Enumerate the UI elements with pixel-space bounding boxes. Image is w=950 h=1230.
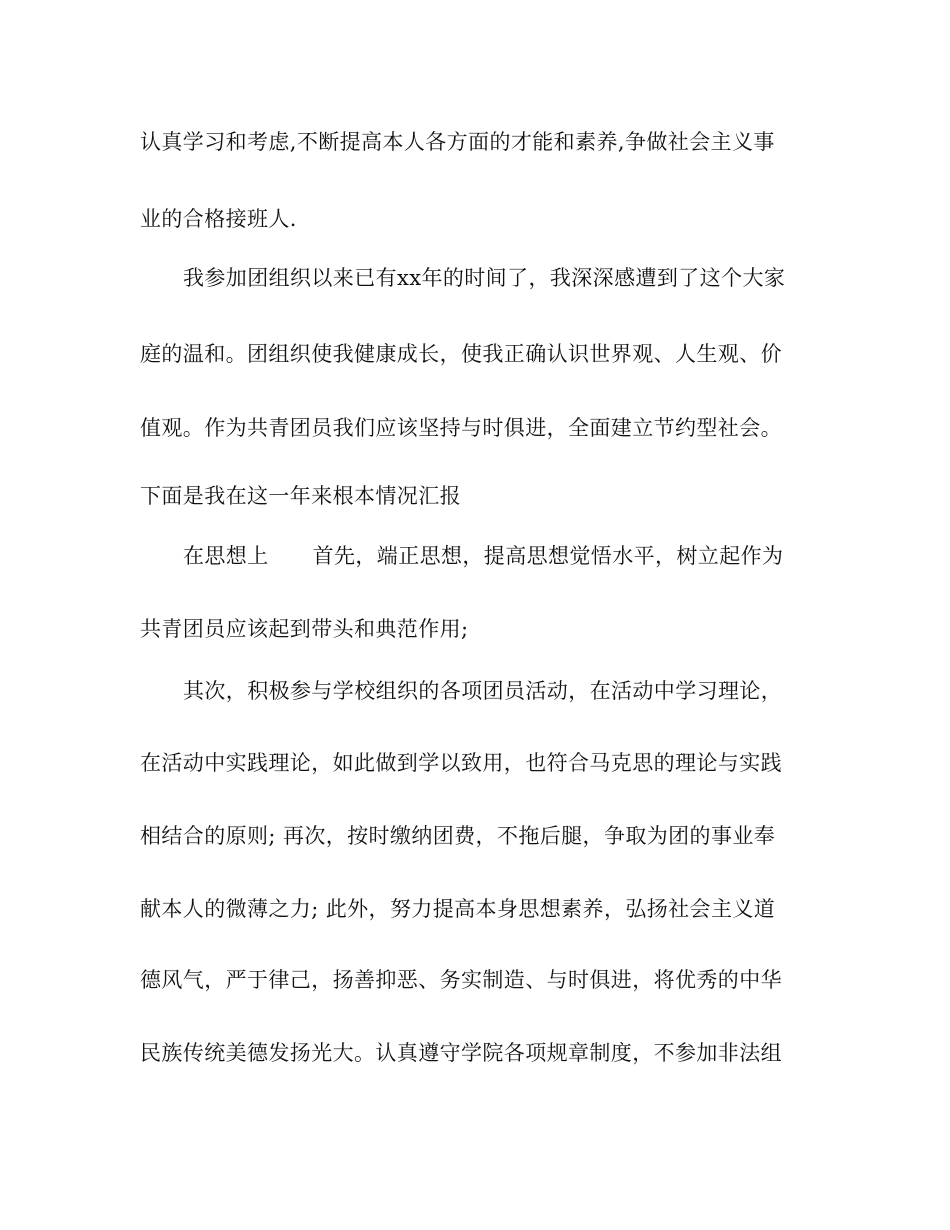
text-line: 其次，积极参与学校组织的各项团员活动，在活动中学习理论，	[183, 679, 783, 703]
text-line: 民族传统美德发扬光大。认真遵守学院各项规章制度，不参加非法组	[140, 1041, 782, 1065]
text-line: 在活动中实践理论，如此做到学以致用，也符合马克思的理论与实践	[140, 751, 782, 775]
text-line: 德风气，严于律己，扬善抑恶、务实制造、与时俱进，将优秀的中华	[140, 968, 782, 992]
text-line: 值观。作为共青团员我们应该坚持与时俱进，全面建立节约型社会。	[140, 416, 782, 440]
text-line: 庭的温和。团组织使我健康成长，使我正确认识世界观、人生观、价	[140, 342, 782, 366]
text-line: 认真学习和考虑,不断提高本人各方面的才能和素养,争做社会主义事	[140, 130, 775, 154]
text-line: 献本人的微薄之力; 此外，努力提高本身思想素养，弘扬社会主义道	[140, 897, 776, 921]
text-line: 共青团员应该起到带头和典范作用;	[140, 617, 469, 641]
section-heading: 在思想上	[183, 544, 269, 568]
text-line	[183, 541, 783, 571]
text-line: 业的合格接班人.	[140, 207, 297, 231]
section-text: 首先，端正思想，提高思想觉悟水平，树立起作为	[312, 544, 784, 568]
text-line: 相结合的原则; 再次，按时缴纳团费，不拖后腿，争取为团的事业奉	[140, 824, 776, 848]
text-line: 下面是我在这一年来根本情况汇报	[140, 484, 461, 508]
text-line: 我参加团组织以来已有xx年的时间了，我深深感遭到了这个大家	[183, 266, 786, 290]
